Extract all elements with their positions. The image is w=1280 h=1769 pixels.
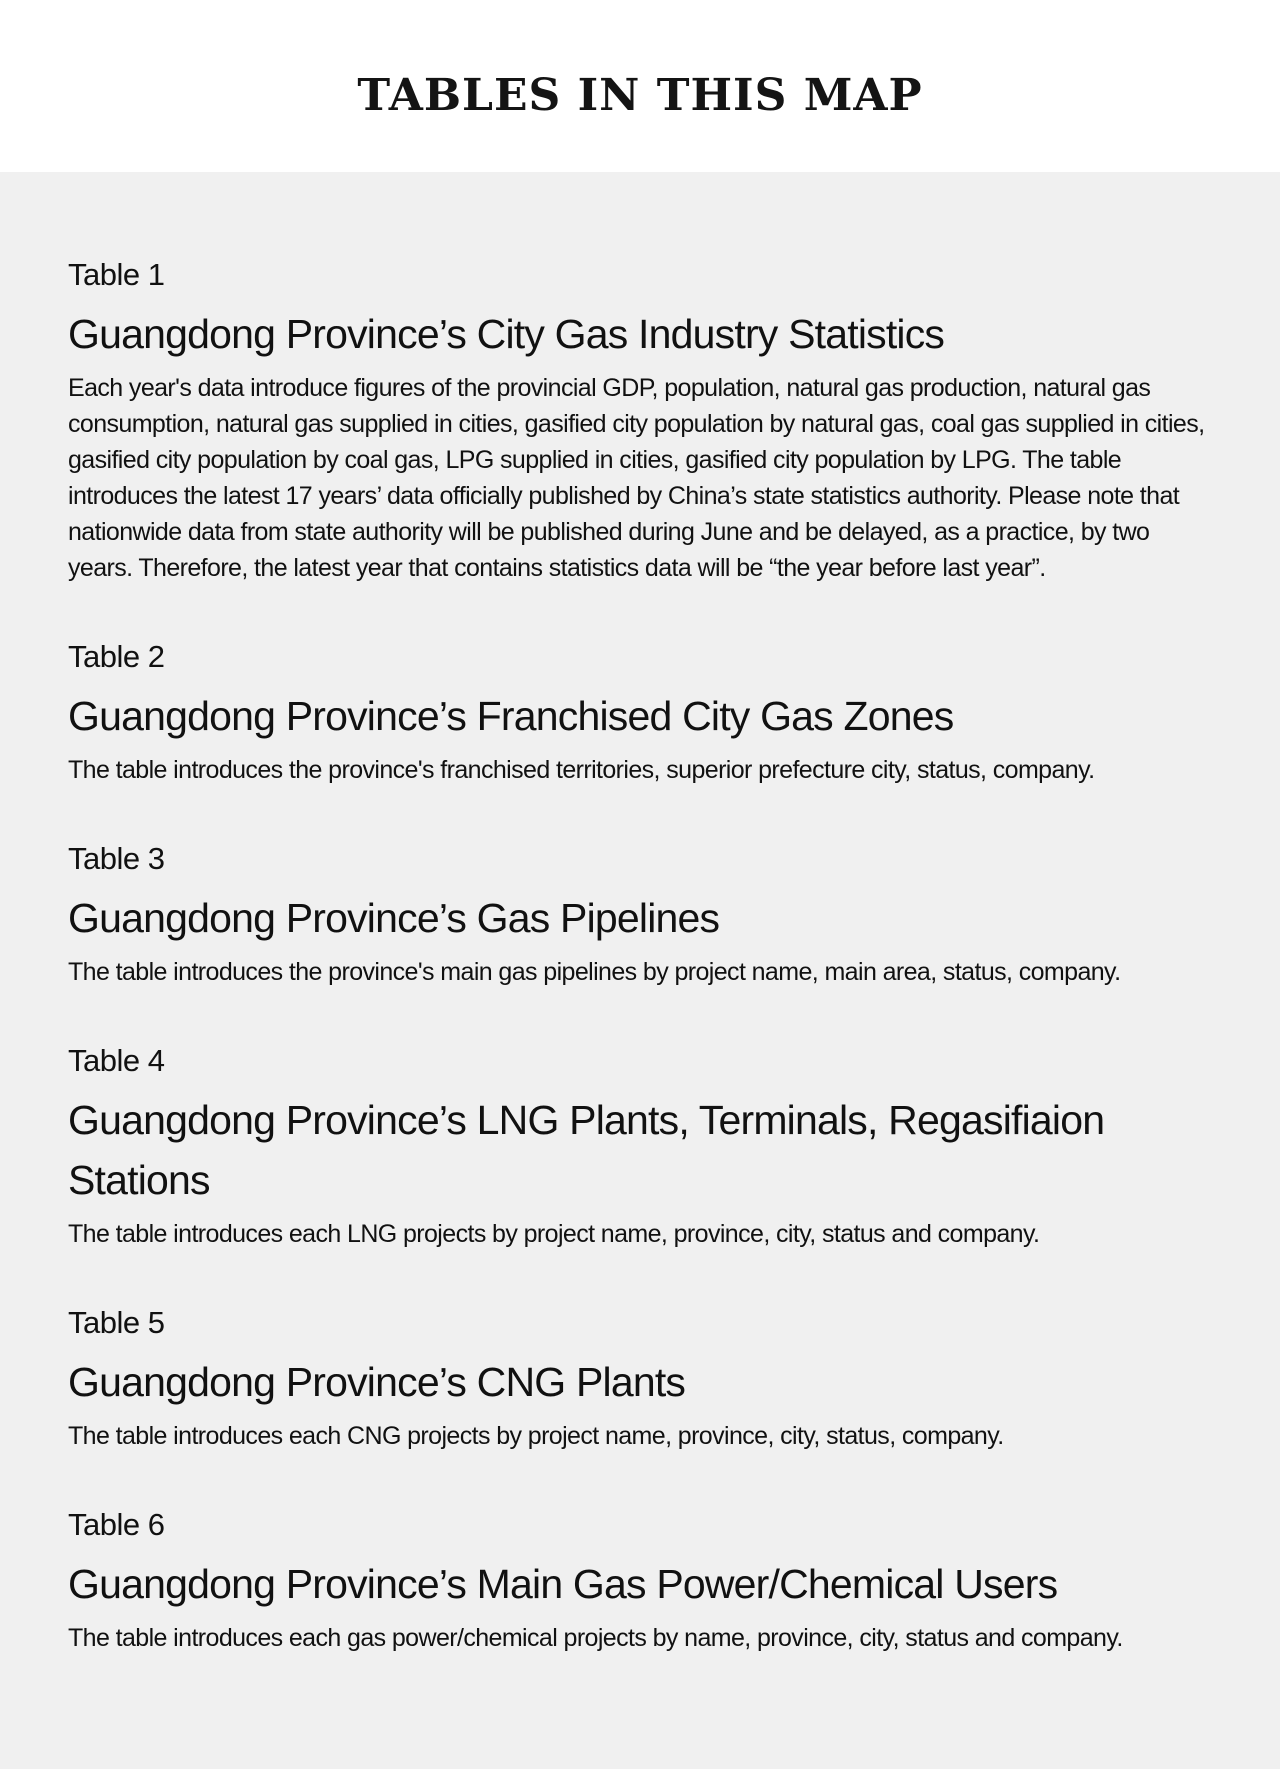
table-title: Guangdong Province’s Franchised City Gas Zones <box>68 693 954 739</box>
table-description: The table introduces each gas power/chemical projects by name, province, city, status and company. <box>68 1624 1123 1652</box>
table-number: Table 5 <box>68 1305 165 1340</box>
table-title: Guangdong Province’s City Gas Industry Statistics <box>68 311 945 357</box>
table-number: Table 6 <box>68 1507 165 1542</box>
table-entry-5 <box>68 1304 1220 1454</box>
table-number: Table 1 <box>68 257 165 292</box>
table-description: Each year's data introduce figures of the provincial GDP, population, natural gas production, natural gas consumption, natural gas supplied in cities, gasified city population by natural gas, coal gas supplied in cities, gasified city population by coal gas, LPG supplied in cities, gasified city population by LPG. The table introduces the latest 17 years’ data officially published by China’s state statistics authority. Please note that nationwide data from state authority will be published during June and be delayed, as a practice, by two years. Therefore, the latest year that contains statistics data will be “the year before last year”. <box>68 374 1205 582</box>
table-title: Guangdong Province’s Gas Pipelines <box>68 895 720 941</box>
table-description: The table introduces the province's main gas pipelines by project name, main area, status, company. <box>68 958 1121 986</box>
table-title: Guangdong Province’s Main Gas Power/Chemical Users <box>68 1561 1058 1607</box>
table-entry-6 <box>68 1506 1220 1656</box>
table-title: Guangdong Province’s LNG Plants, Terminals, Regasifiaion Stations <box>68 1097 1105 1203</box>
table-description: The table introduces each LNG projects by project name, province, city, status and company. <box>68 1220 1040 1248</box>
table-number: Table 4 <box>68 1043 165 1078</box>
table-description: The table introduces each CNG projects by project name, province, city, status, company. <box>68 1422 1004 1450</box>
table-entry-3 <box>68 840 1220 990</box>
page-header <box>0 0 1280 172</box>
table-entry-4 <box>68 1042 1220 1252</box>
table-number: Table 3 <box>68 841 165 876</box>
table-entry-1 <box>68 256 1220 586</box>
tables-list <box>0 172 1280 1656</box>
table-number: Table 2 <box>68 639 165 674</box>
table-title: Guangdong Province’s CNG Plants <box>68 1359 686 1405</box>
table-entry-2 <box>68 638 1220 788</box>
page-title: TABLES IN THIS MAP <box>357 69 923 121</box>
table-description: The table introduces the province's franchised territories, superior prefecture city, status, company. <box>68 756 1095 784</box>
